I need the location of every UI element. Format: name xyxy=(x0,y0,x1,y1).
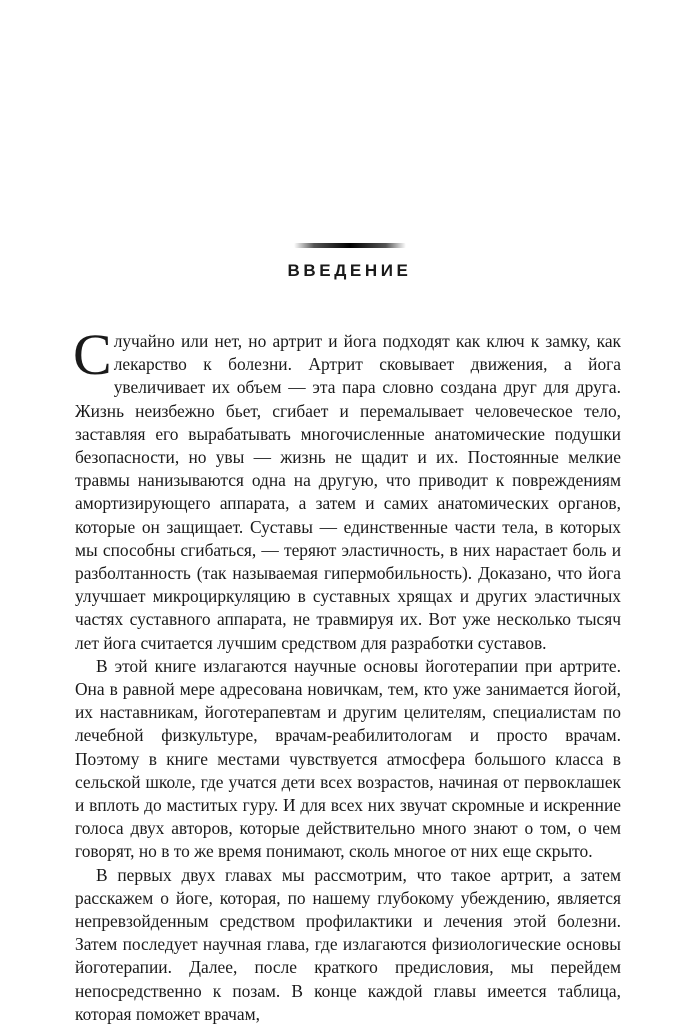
paragraph-1-text: лучайно или нет, но артрит и йога подходят как ключ к замку, как лекарство к болезни. Артрит сковывает движения, а йога увеличивает их объем — эта пара словно создана друг для друга. Жизнь неизбежно бьет, сгибает и перемалывает человеческое тело, заставляя его вырабатывать многочисленные анатомические подушки безопасности, но увы — жизнь не щадит и их. Постоянные мелкие травмы нанизываются одна на другую, что приводит к повреждениям амортизирующего аппарата, а затем и самих анатомических органов, которые он защищает. Суставы — единственные части тела, в которых мы способны сгибаться, — теряют эластичность, в них нарастает боль и разболтанность (так называемая гипермобильность). Доказано, что йога улучшает микроциркуляцию в суставных хрящах и других эластичных частях суставного аппарата, не травмируя их. Вот уже несколько тысяч лет йога считается лучшим средством для разработки суставов. xyxy=(75,331,621,653)
paragraph-1 xyxy=(73,322,621,655)
chapter-title: ВВЕДЕНИЕ xyxy=(287,261,412,280)
paragraph-3: В первых двух главах мы рассмотрим, что такое артрит, а затем расскажем о йоге, которая, по нашему глубокому убеждению, является непревзойденным средством профилактики и лечения этой болезни. Затем последует научная глава, где излагаются физиологические основы йоготерапии. Далее, после краткого предисловия, мы перейдем непосредственно к позам. В конце каждой главы имеется таблица, которая поможет врачам, xyxy=(75,864,621,1024)
paragraph-2: В этой книге излагаются научные основы йоготерапии при артрите. Она в равной мере адресована новичкам, тем, кто уже занимается йогой, их наставникам, йоготерапевтам и другим целителям, специалистам по лечебной физкультуре, врачам-реабилитологам и просто врачам. Поэтому в книге местами чувствуется атмосфера большого класса в сельской школе, где учатся дети всех возрастов, начиная от первоклашек и вплоть до маститых гуру. И для всех них звучат скромные и искренние голоса двух авторов, которые действительно много знают о том, о чем говорят, но в то же время понимают, сколь многое от них еще скрыто. xyxy=(75,655,621,862)
heading-ornament-rule xyxy=(294,243,406,248)
chapter-heading xyxy=(0,243,699,281)
drop-cap: С xyxy=(73,322,112,387)
body-text xyxy=(73,322,621,1026)
